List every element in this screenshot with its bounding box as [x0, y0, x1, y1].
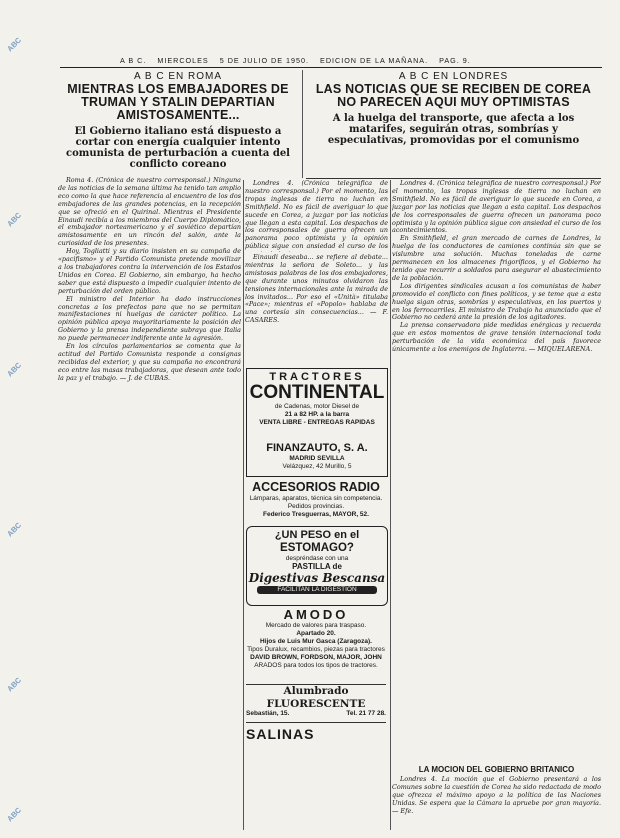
ad-tractores-brand: CONTINENTAL	[249, 382, 385, 403]
ad-digestivas-line1: despréndase con una	[285, 555, 349, 562]
ad-amodo-title: AMODO	[283, 607, 349, 622]
right-paragraph: La prensa conservadora pide medidas enérgicas y recuerda que en estos momentos de grave tensión internacional toda perturbación de la vida económica del país favorece únicamente a los enemigos de Inglaterra. — MIQUELARENA.	[392, 321, 601, 354]
ad-digestivas	[246, 526, 388, 606]
right-paragraph: Los dirigentes sindicales acusan a los comunistas de haber promovido el conflicto con fines políticos, y se teme que a esta huelga sigan otras, sombrías y especulativas, en los puertos y en los ferrocarriles. El ministro de Trabajo ha anunciado que el Gobierno no cederá ante la presión de los agitadores.	[392, 281, 601, 322]
column-divider	[302, 70, 303, 178]
ad-finanzauto-cities: MADRID SEVILLA	[289, 455, 345, 462]
ad-amodo-line5: DAVID BROWN, FORDSON, MAJOR, JOHN	[250, 654, 382, 661]
ad-radio	[246, 480, 386, 522]
section-label-rome: A B C EN ROMA	[133, 71, 222, 82]
header-day: MIERCOLES	[157, 56, 209, 65]
watermark-stamp: ABC	[5, 35, 24, 54]
ad-digestivas-q1: ¿UN PESO en el	[274, 529, 360, 541]
ad-amodo-line2: Apartado 20.	[296, 630, 336, 637]
left-paragraph: Roma 4. (Crónica de nuestro corresponsal.) Ninguna de las noticias de la semana última ha tenido tan amplio eco como la que hace referencia al encuentro de los dos embajadores de las grandes potencias, en la recepción que se ofreció en el Quirinal. Mientras el Presidente Einaudi recibía a los miembros del Cuerpo Diplomático, el embajador norteamericano y el soviético departían amistosamente en un rincón del salón, ante la curiosidad de los presentes.	[58, 177, 241, 248]
ad-tractores-line3: VENTA LIBRE - ENTREGAS RAPIDAS	[259, 419, 375, 426]
right-closing-paragraph: Londres 4. La moción que el Gobierno presentará a los Comunes sobre la cuestión de Corea ha sido redactada de modo que ofrezca el máximo apoyo a la política de las Naciones Unidas. Se espera que la Cámara la apruebe por gran mayoría. — Efe.	[392, 775, 601, 815]
middle-article-body	[245, 254, 388, 362]
page-header	[120, 56, 600, 66]
watermark-stamp: ABC	[5, 210, 24, 229]
column-divider	[243, 180, 244, 830]
header-rule	[60, 67, 602, 68]
left-headline: MIENTRAS LOS EMBAJADORES DE TRUMAN Y STALIN DEPARTIAN AMISTOSAMENTE...	[67, 82, 289, 122]
ad-amodo-line1: Mercado de valores para traspaso.	[265, 622, 367, 629]
watermark-stamp: ABC	[5, 520, 24, 539]
header-page: PAG. 9.	[439, 56, 471, 65]
watermark-stamp: ABC	[5, 360, 24, 379]
ad-tractores	[246, 368, 388, 444]
ad-finanzauto-address: Velázquez, 42 Murillo, 5	[282, 463, 352, 470]
ad-alumbrado-title: Alumbrado FLUORESCENTE	[266, 685, 366, 709]
right-closing-block	[392, 762, 601, 832]
right-article-body	[392, 180, 601, 760]
ad-alumbrado	[246, 684, 386, 709]
ad-alumbrado-contact	[246, 710, 386, 720]
ad-finanzauto-company: FINANZAUTO, S. A.	[266, 442, 368, 454]
right-closing	[392, 776, 601, 816]
ad-radio-title: ACCESORIOS RADIO	[252, 480, 380, 494]
ad-radio-line3: Federico Tresguerras, MAYOR, 52.	[263, 511, 369, 518]
ad-amodo	[246, 607, 386, 681]
right-overflow-body	[245, 180, 388, 252]
ad-alumbrado-addr: Sebastián, 15.	[246, 710, 290, 717]
ad-digestivas-q2: ESTOMAGO?	[280, 542, 354, 554]
watermark-stamp: ABC	[5, 675, 24, 694]
header-edition: EDICION DE LA MAÑANA.	[320, 56, 429, 65]
ad-salinas	[246, 722, 386, 745]
left-article-body	[58, 177, 241, 832]
ad-finanzauto	[246, 442, 388, 477]
ad-digestivas-line2: PASTILLA de	[292, 562, 342, 571]
right-overflow-paragraph: Londres 4. (Crónica telegráfica de nuestro corresponsal.) Por el momento, las tropas inglesas de tierra no luchan en Smithfield. No es fácil de averiguar lo que sucede en Corea, a juzgar por las noticias que llegan a esta capital. Los despachos de los corresponsales de guerra ofrecen un panorama poco optimista y la opinión pública sigue con ansiedad el curso de los	[245, 180, 388, 251]
ad-salinas-title: SALINAS	[246, 726, 315, 742]
ad-tractores-line2: 21 a 82 HP. a la barra	[284, 411, 350, 418]
masthead: A B C.	[120, 56, 147, 65]
left-article-head	[58, 69, 298, 177]
left-paragraph: Hoy, Togliatti y su diario insisten en su campaña de «pacifismo» y el Partido Comunista pretende movilizar a los trabajadores contra la intervención de los Estados Unidos en Corea. El Gobierno, sin embargo, ha hecho saber que está dispuesto a impedir cualquier intento de perturbación del orden público.	[58, 247, 241, 295]
watermark-stamp: ABC	[5, 805, 24, 824]
ad-radio-line2: Pedidos provincias.	[287, 503, 345, 510]
ad-amodo-line3: Hijos de Luis Mur Gasca (Zaragoza).	[260, 638, 372, 645]
section-rule	[306, 178, 601, 179]
right-subheading: LA MOCION DEL GOBIERNO BRITANICO	[418, 765, 575, 774]
column-divider	[390, 180, 391, 830]
ad-amodo-line6: ARADOS para todos los tipos de tractores.	[254, 662, 378, 669]
right-subhead: A la huelga del transporte, que afecta a los matarifes, seguirán otras, sombrías y especulativas, promovidas por el comunismo	[327, 113, 580, 146]
left-subhead: El Gobierno italiano está dispuesto a cortar con energía cualquier intento comunista de perturbación a cuenta del conflicto coreano	[66, 126, 290, 170]
ad-digestivas-brand: Digestivas Bescansa	[248, 571, 386, 585]
right-article-head	[306, 69, 601, 179]
ad-radio-line1: Lámparas, aparatos, técnica sin competencia.	[249, 495, 383, 502]
header-date: 5 DE JULIO DE 1950.	[219, 56, 310, 65]
ad-digestivas-tag: FACILITAN LA DIGESTION	[257, 586, 377, 594]
section-label-london: A B C EN LONDRES	[398, 71, 509, 82]
left-paragraph: En los círculos parlamentarios se comenta que la actitud del Partido Comunista responde a consignas recibidas del exterior, y que su campaña no encontrará eco entre las masas trabajadoras, que desean ante todo la paz y el trabajo. — J. de CUBAS.	[58, 342, 241, 382]
middle-paragraph: Einaudi deseaba... se refiere al debate... mientras la señora de Soleto... y las amistosas palabras de los dos embajadores, que durante unos minutos olvidaron las tensiones internacionales ante la mirada de los invitados... Por eso el «Unità» titulaba «Pace»; mientras el «Popolo» hablaba de una cortesía sin consecuencias... — F. CASARES.	[245, 254, 388, 325]
ad-amodo-line4: Tipos Duralux, recambios, piezas para tractores	[247, 646, 385, 653]
right-paragraph: En Smithfield, el gran mercado de carnes de Londres, la huelga de los conductores de camiones continúa sin que se vislumbre una solución. Muchas toneladas de carne permanecen en los almacenes frigoríficos, y el Gobierno ha tenido que recurrir a soldados para asegurar el abastecimiento de la población.	[392, 234, 601, 282]
right-headline: LAS NOTICIAS QUE SE RECIBEN DE COREA NO PARECEN AQUI MUY OPTIMISTAS	[315, 82, 592, 109]
right-paragraph: Londres 4. (Crónica telegráfica de nuestro corresponsal.) Por el momento, las tropas inglesas de tierra no luchan en Smithfield. No es fácil de averiguar lo que sucede en Corea, a juzgar por las noticias que llegan a esta capital. Los despachos de los corresponsales de guerra ofrecen un panorama poco optimista y la opinión pública sigue con ansiedad el curso de los acontecimientos.	[392, 180, 601, 235]
ad-tractores-title: TRACTORES	[269, 371, 365, 383]
ad-alumbrado-phone: Tel. 21 77 28.	[346, 710, 386, 717]
left-paragraph: El ministro del Interior ha dado instrucciones concretas a los prefectos para que no se permitan manifestaciones ni huelgas de carácter político. La opinión pública apoya mayoritariamente la posición del Gobierno y la prensa independiente subraya que Italia no puede permanecer indiferente ante la agresión.	[58, 294, 241, 343]
ad-tractores-line1: de Cadenas, motor Diesel de	[274, 403, 360, 410]
